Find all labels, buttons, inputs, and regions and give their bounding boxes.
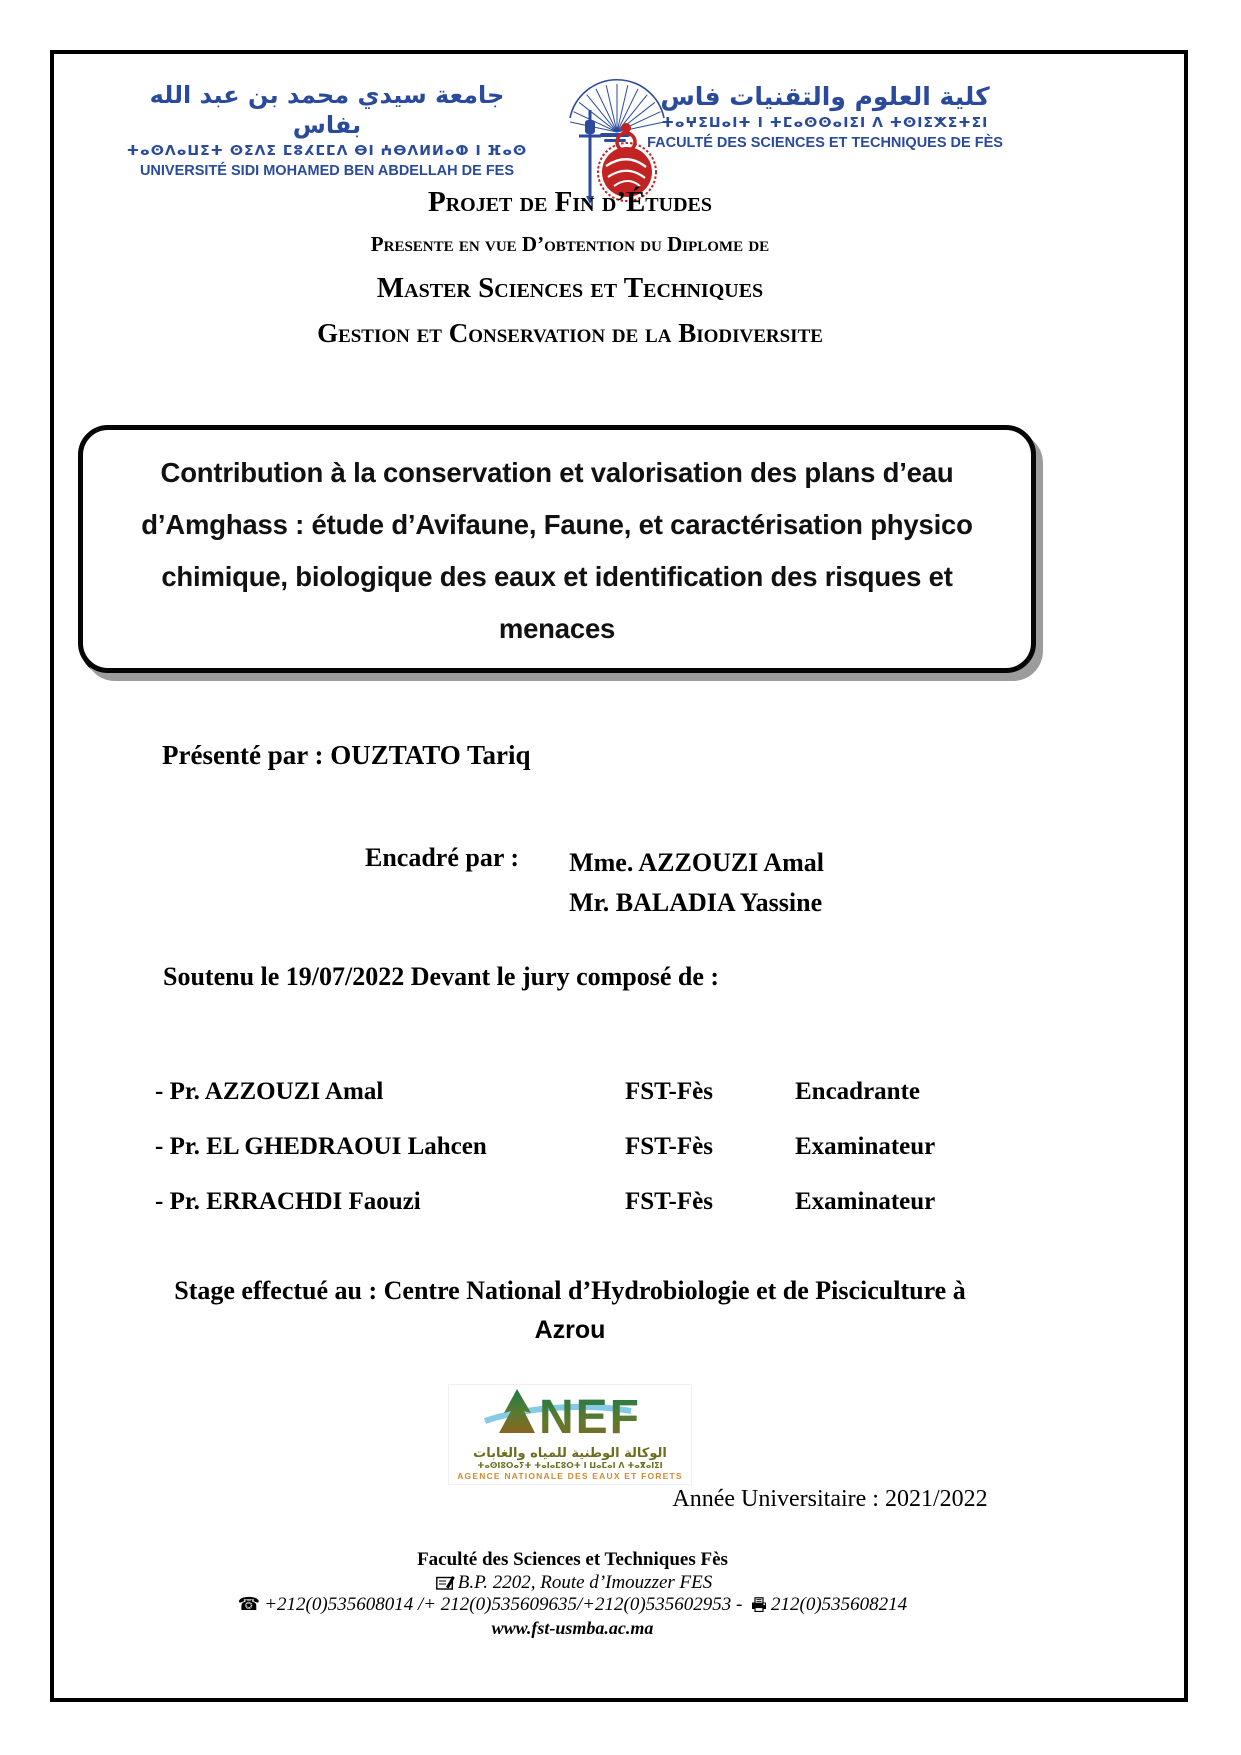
internship-line: Stage effectué au : Centre National d’Hydrobiologie et de Pisciculture à bbox=[174, 1276, 966, 1305]
anef-tifinagh: ⵜⴰⵙⵏⵓⵔⴰⵢⵜ ⵜⴰⵏⴰⵎⵓⵔⵜ ⵏ ⵡⴰⵎⴰⵏ ⴷ ⵜⴰⴳⴰⵏⵉⵏ bbox=[477, 1461, 663, 1470]
anef-latin: AGENCE NATIONALE DES EAUX ET FORETS bbox=[457, 1471, 683, 1481]
supervision-label: Encadré par : bbox=[365, 843, 520, 872]
thesis-title-line: menaces bbox=[498, 613, 616, 644]
jury-member-name: - Pr. ERRACHDI Faouzi bbox=[155, 1188, 421, 1215]
faculty-name-arabic: كلية العلوم والتقنيات فاس bbox=[660, 82, 990, 111]
university-name-arabic: جامعة سيدي محمد بن عبد الله بفاس bbox=[149, 81, 505, 139]
academic-year: Année Universitaire : 2021/2022 bbox=[672, 1486, 988, 1512]
jury-row bbox=[155, 1188, 1115, 1216]
thesis-title-line: d’Amghass : étude d’Avifaune, Faune, et caractérisation physico bbox=[141, 509, 973, 540]
footer-phone-line bbox=[0, 1594, 1145, 1617]
phone-icon: ☎ bbox=[237, 1594, 261, 1615]
jury-member-name: - Pr. EL GHEDRAOUI Lahcen bbox=[155, 1133, 487, 1160]
footer-website: www.fst-usmba.ac.ma bbox=[491, 1617, 654, 1638]
university-name-latin: UNIVERSITÉ SIDI MOHAMED BEN ABDELLAH DE FES bbox=[139, 163, 515, 179]
anef-logo-block bbox=[0, 1384, 1140, 1485]
mail-icon bbox=[436, 1575, 455, 1590]
anef-arabic: الوكالة الوطنية للمياه والغابات bbox=[473, 1446, 667, 1461]
jury-member-institution: FST-Fès bbox=[625, 1133, 713, 1160]
university-name-tifinagh: ⵜⴰⵙⴷⴰⵡⵉⵜ ⵙⵉⴷⵉ ⵎⵓⵃⵎⵎⴷ ⴱⵏ ⵄⴱⴷⵍⵍⴰⵀ ⵏ ⴼⴰⵙ bbox=[126, 143, 528, 159]
heading-gestion-biodiversite: Gestion et Conservation de la Biodiversite bbox=[317, 318, 823, 348]
faculty-header-block bbox=[630, 82, 1020, 153]
university-header-block bbox=[115, 80, 539, 181]
supervisor-2: Mr. BALADIA Yassine bbox=[569, 888, 823, 917]
thesis-title-line: chimique, biologique des eaux et identification des risques et bbox=[161, 561, 953, 592]
internship-city: Azrou bbox=[534, 1316, 606, 1344]
supervision-block bbox=[365, 843, 824, 923]
footer-address-line bbox=[0, 1572, 1145, 1595]
jury-member-institution: FST-Fès bbox=[625, 1078, 713, 1105]
jury-member-institution: FST-Fès bbox=[625, 1188, 713, 1215]
supervisor-1: Mme. AZZOUZI Amal bbox=[569, 848, 825, 877]
heading-projet-fin-etudes: Projet de Fin d’Études bbox=[427, 186, 712, 218]
footer-faculty-name: Faculté des Sciences et Techniques Fès bbox=[417, 1549, 728, 1570]
fax-icon bbox=[750, 1597, 768, 1612]
jury-member-name: - Pr. AZZOUZI Amal bbox=[155, 1078, 384, 1105]
presented-by-line bbox=[162, 740, 531, 771]
anef-tree-icon bbox=[499, 1389, 535, 1433]
footer-phones: +212(0)535608014 /+ 212(0)535609635/+212(0)535602953 - bbox=[264, 1594, 743, 1615]
footer-address: B.P. 2202, Route d’Imouzzer FES bbox=[457, 1571, 713, 1593]
heading-presente-en-vue: Presente en vue D’obtention du Diplome de bbox=[370, 232, 770, 256]
faculty-name-tifinagh: ⵜⴰⵖⵉⵡⴰⵏⵜ ⵏ ⵜⵎⴰⵙⵙⴰⵏⵉⵏ ⴷ ⵜⵙⵏⵉⵅⵉⵜⵉⵏ bbox=[661, 115, 989, 131]
student-name: OUZTATO Tariq bbox=[330, 740, 531, 770]
footer-fax: 212(0)535608214 bbox=[771, 1594, 908, 1615]
jury-member-role: Encadrante bbox=[795, 1078, 920, 1105]
heading-master: Master Sciences et Techniques bbox=[376, 272, 764, 304]
jury-member-role: Examinateur bbox=[795, 1133, 936, 1160]
thesis-title-box bbox=[78, 425, 1036, 673]
defense-date-line: Soutenu le 19/07/2022 Devant le jury composé de : bbox=[163, 962, 720, 991]
anef-acronym: NEF bbox=[539, 1391, 641, 1441]
faculty-name-latin: FACULTÉ DES SCIENCES ET TECHNIQUES DE FÈS bbox=[647, 135, 1003, 151]
jury-row bbox=[155, 1133, 1115, 1161]
jury-member-role: Examinateur bbox=[795, 1188, 936, 1215]
footer-block bbox=[0, 1549, 1145, 1639]
thesis-title-line: Contribution à la conservation et valorisation des plans d’eau bbox=[160, 457, 954, 488]
jury-row bbox=[155, 1078, 1115, 1106]
presented-by-label: Présenté par : bbox=[162, 740, 324, 770]
anef-logo-icon bbox=[481, 1387, 659, 1441]
